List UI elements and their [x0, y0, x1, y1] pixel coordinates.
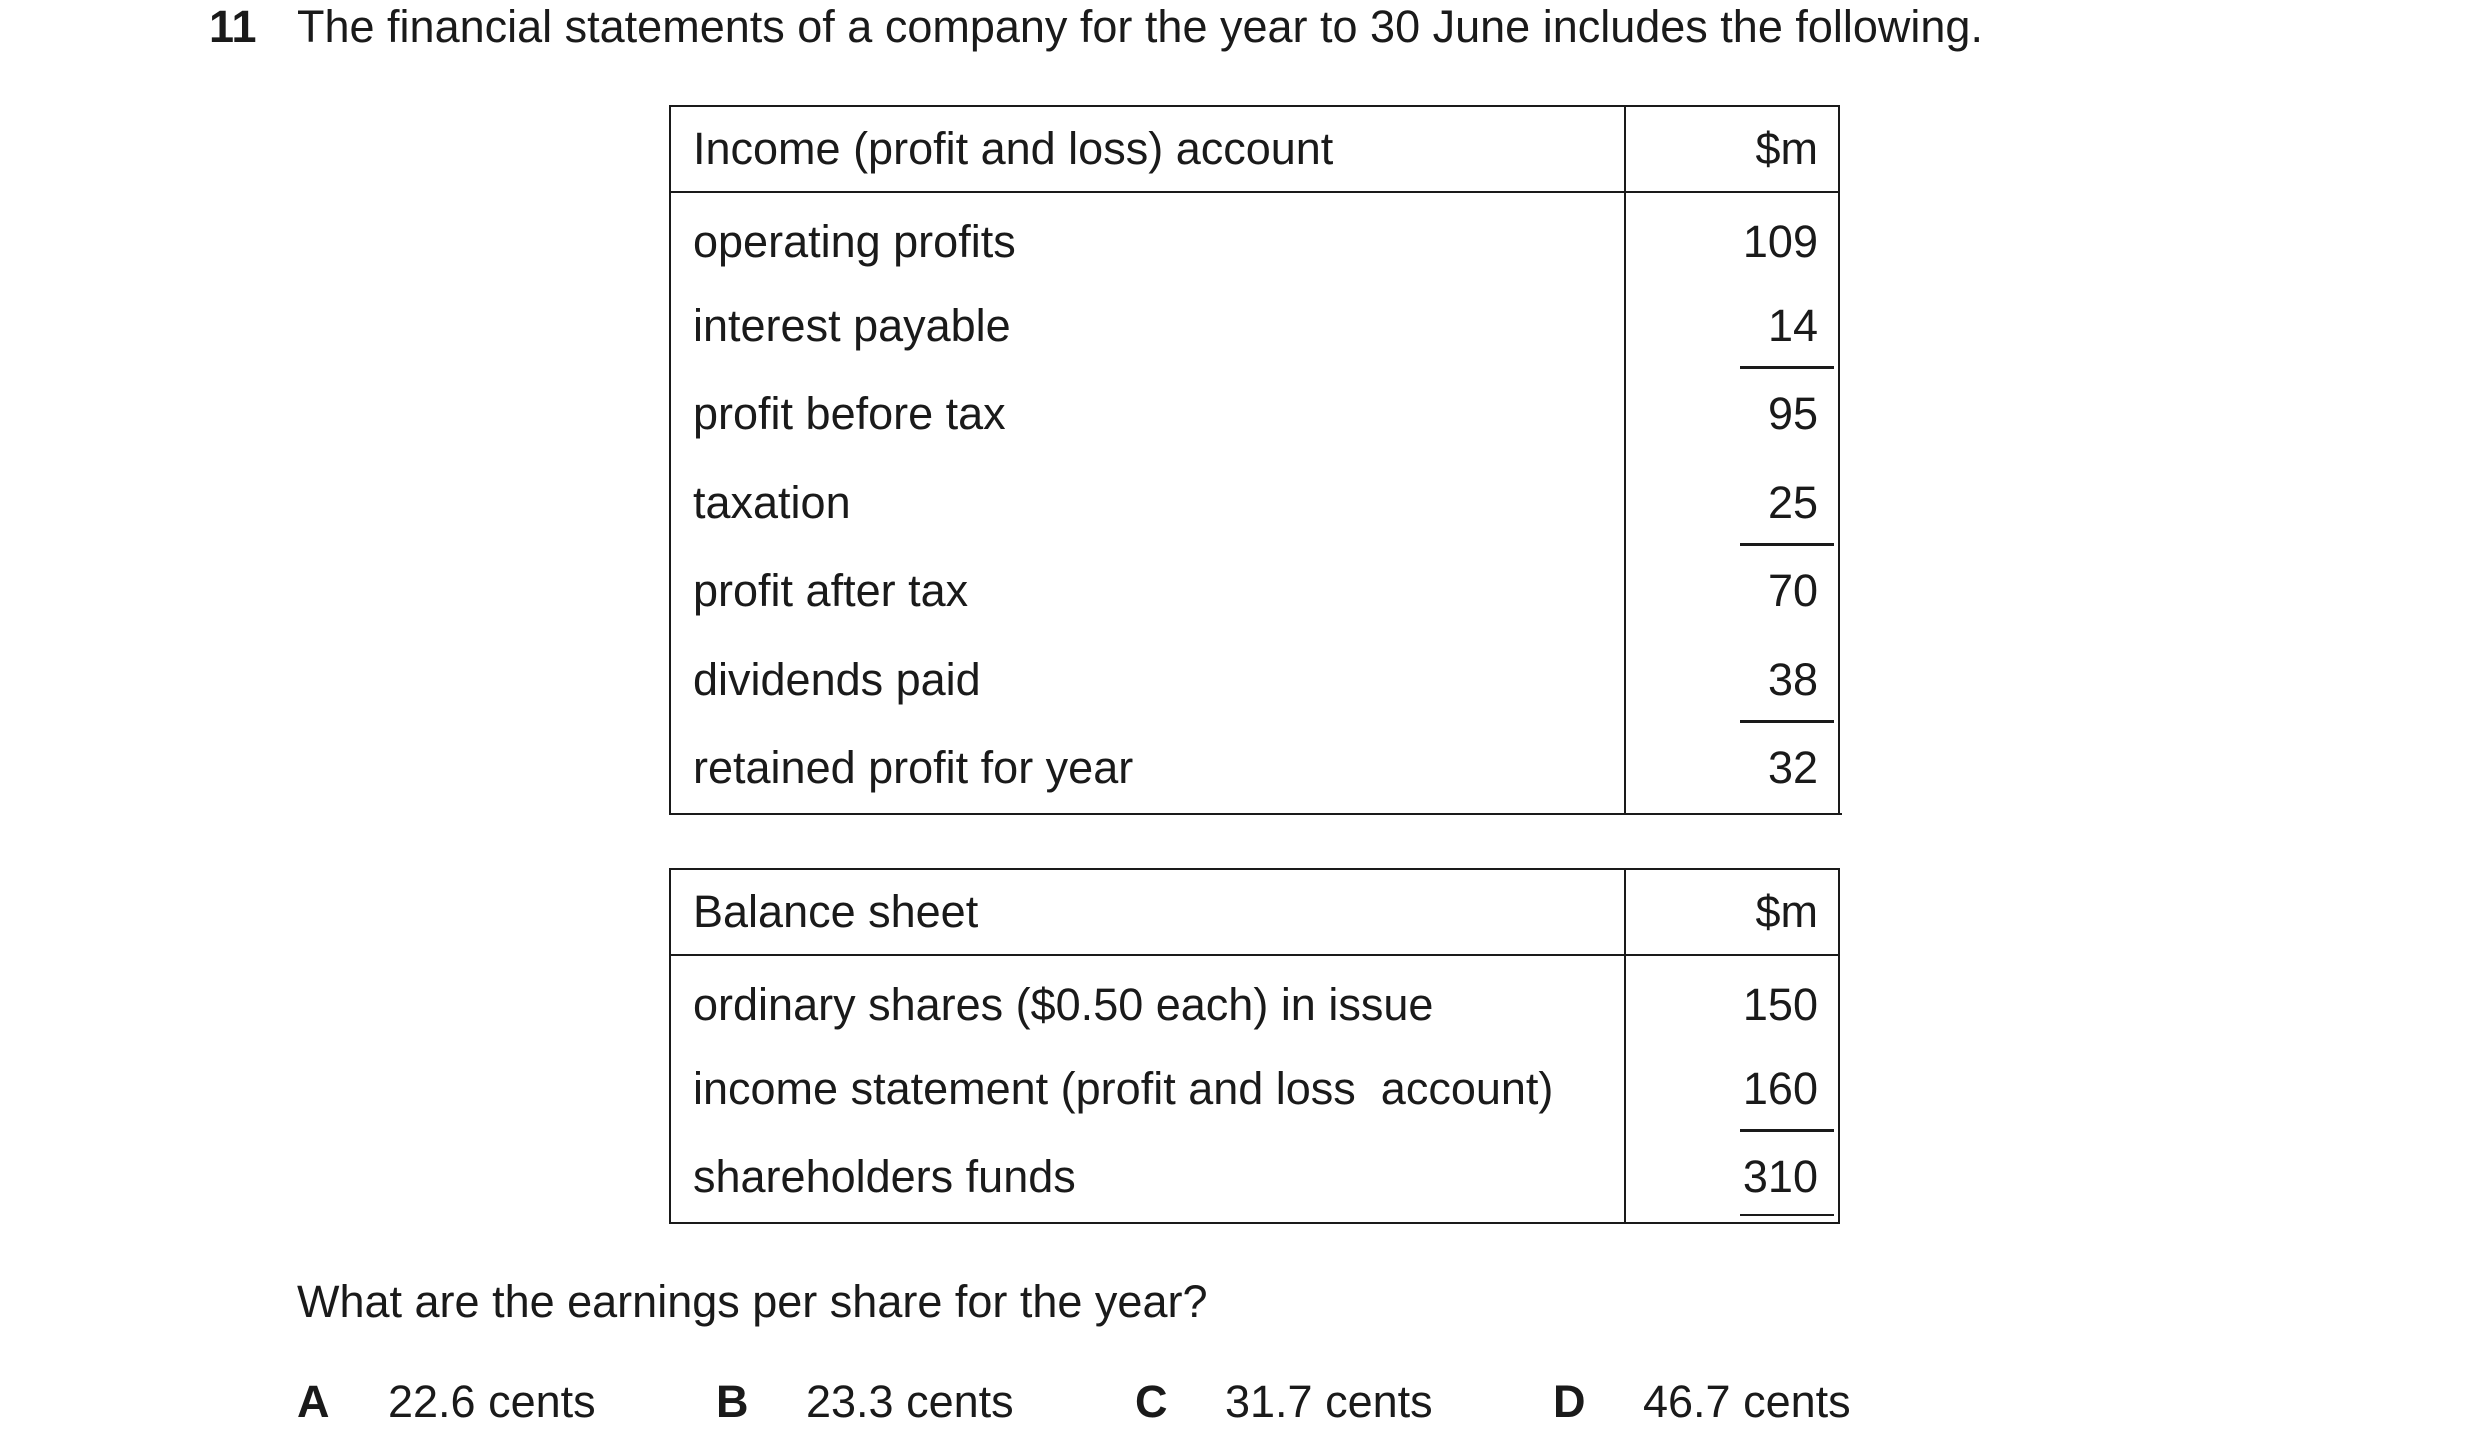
balance-sheet-table	[669, 868, 1840, 1224]
table-row	[671, 1133, 1838, 1222]
table-row	[671, 724, 1838, 813]
income-statement-header-unit: $m	[1755, 123, 1818, 174]
row-label: ordinary shares ($0.50 each) in issue	[671, 956, 1626, 1045]
row-value-text: 95	[1767, 388, 1818, 440]
total-double-rule	[1740, 1214, 1834, 1216]
total-double-rule	[1752, 813, 1842, 815]
row-label: operating profits	[671, 193, 1626, 282]
row-value-text: 25	[1767, 476, 1818, 528]
table-row	[671, 459, 1838, 548]
subtotal-rule	[1740, 1129, 1834, 1132]
option-d-letter[interactable]: D	[1553, 1376, 1586, 1427]
balance-sheet-header-unit: $m	[1755, 886, 1818, 937]
option-c-text[interactable]: 31.7 cents	[1225, 1376, 1433, 1427]
table-row	[671, 636, 1838, 725]
subtotal-rule	[1740, 366, 1834, 369]
row-label: taxation	[671, 459, 1626, 548]
table-row	[671, 1045, 1838, 1134]
row-label: interest payable	[671, 282, 1626, 371]
row-value-text: 310	[1742, 1151, 1818, 1203]
option-d-text[interactable]: 46.7 cents	[1643, 1376, 1851, 1427]
row-value	[1626, 193, 1838, 282]
balance-sheet-header-label: Balance sheet	[671, 870, 1626, 954]
row-label: retained profit for year	[671, 724, 1626, 813]
option-c-letter[interactable]: C	[1135, 1376, 1168, 1427]
question-prompt: What are the earnings per share for the year?	[297, 1276, 1208, 1327]
row-value-text: 70	[1767, 565, 1818, 617]
row-label: income statement (profit and loss account)	[671, 1045, 1626, 1134]
income-statement-header	[671, 107, 1838, 193]
row-label: profit before tax	[671, 370, 1626, 459]
table-row	[671, 370, 1838, 459]
income-statement-header-label: Income (profit and loss) account	[671, 107, 1626, 191]
row-value	[1626, 956, 1838, 1045]
table-row	[671, 193, 1838, 282]
table-row	[671, 956, 1838, 1045]
income-statement-table	[669, 105, 1840, 815]
option-b-letter[interactable]: B	[716, 1376, 749, 1427]
question-number: 11	[209, 1, 257, 52]
option-a-letter[interactable]: A	[297, 1376, 330, 1427]
row-label: dividends paid	[671, 636, 1626, 725]
row-value-text: 32	[1767, 742, 1818, 794]
option-a-text[interactable]: 22.6 cents	[388, 1376, 596, 1427]
row-value-text: 38	[1767, 653, 1818, 705]
option-b-text[interactable]: 23.3 cents	[806, 1376, 1014, 1427]
table-row	[671, 282, 1838, 371]
subtotal-rule	[1740, 543, 1834, 546]
row-value-text: 160	[1742, 1062, 1818, 1114]
balance-sheet-header	[671, 870, 1838, 956]
subtotal-rule	[1740, 720, 1834, 723]
row-label: profit after tax	[671, 547, 1626, 636]
question-stem: The financial statements of a company for the year to 30 June includes the following.	[297, 1, 1983, 52]
row-value	[1626, 724, 1838, 813]
row-value	[1626, 282, 1838, 371]
row-value-text: 109	[1742, 216, 1818, 268]
table-row	[671, 547, 1838, 636]
row-value-text: 150	[1742, 979, 1818, 1031]
row-value-text: 14	[1767, 299, 1818, 351]
row-label: shareholders funds	[671, 1133, 1626, 1222]
row-value	[1626, 1133, 1838, 1222]
row-value	[1626, 459, 1838, 548]
row-value	[1626, 370, 1838, 459]
row-value	[1626, 1045, 1838, 1134]
row-value	[1626, 547, 1838, 636]
row-value	[1626, 636, 1838, 725]
